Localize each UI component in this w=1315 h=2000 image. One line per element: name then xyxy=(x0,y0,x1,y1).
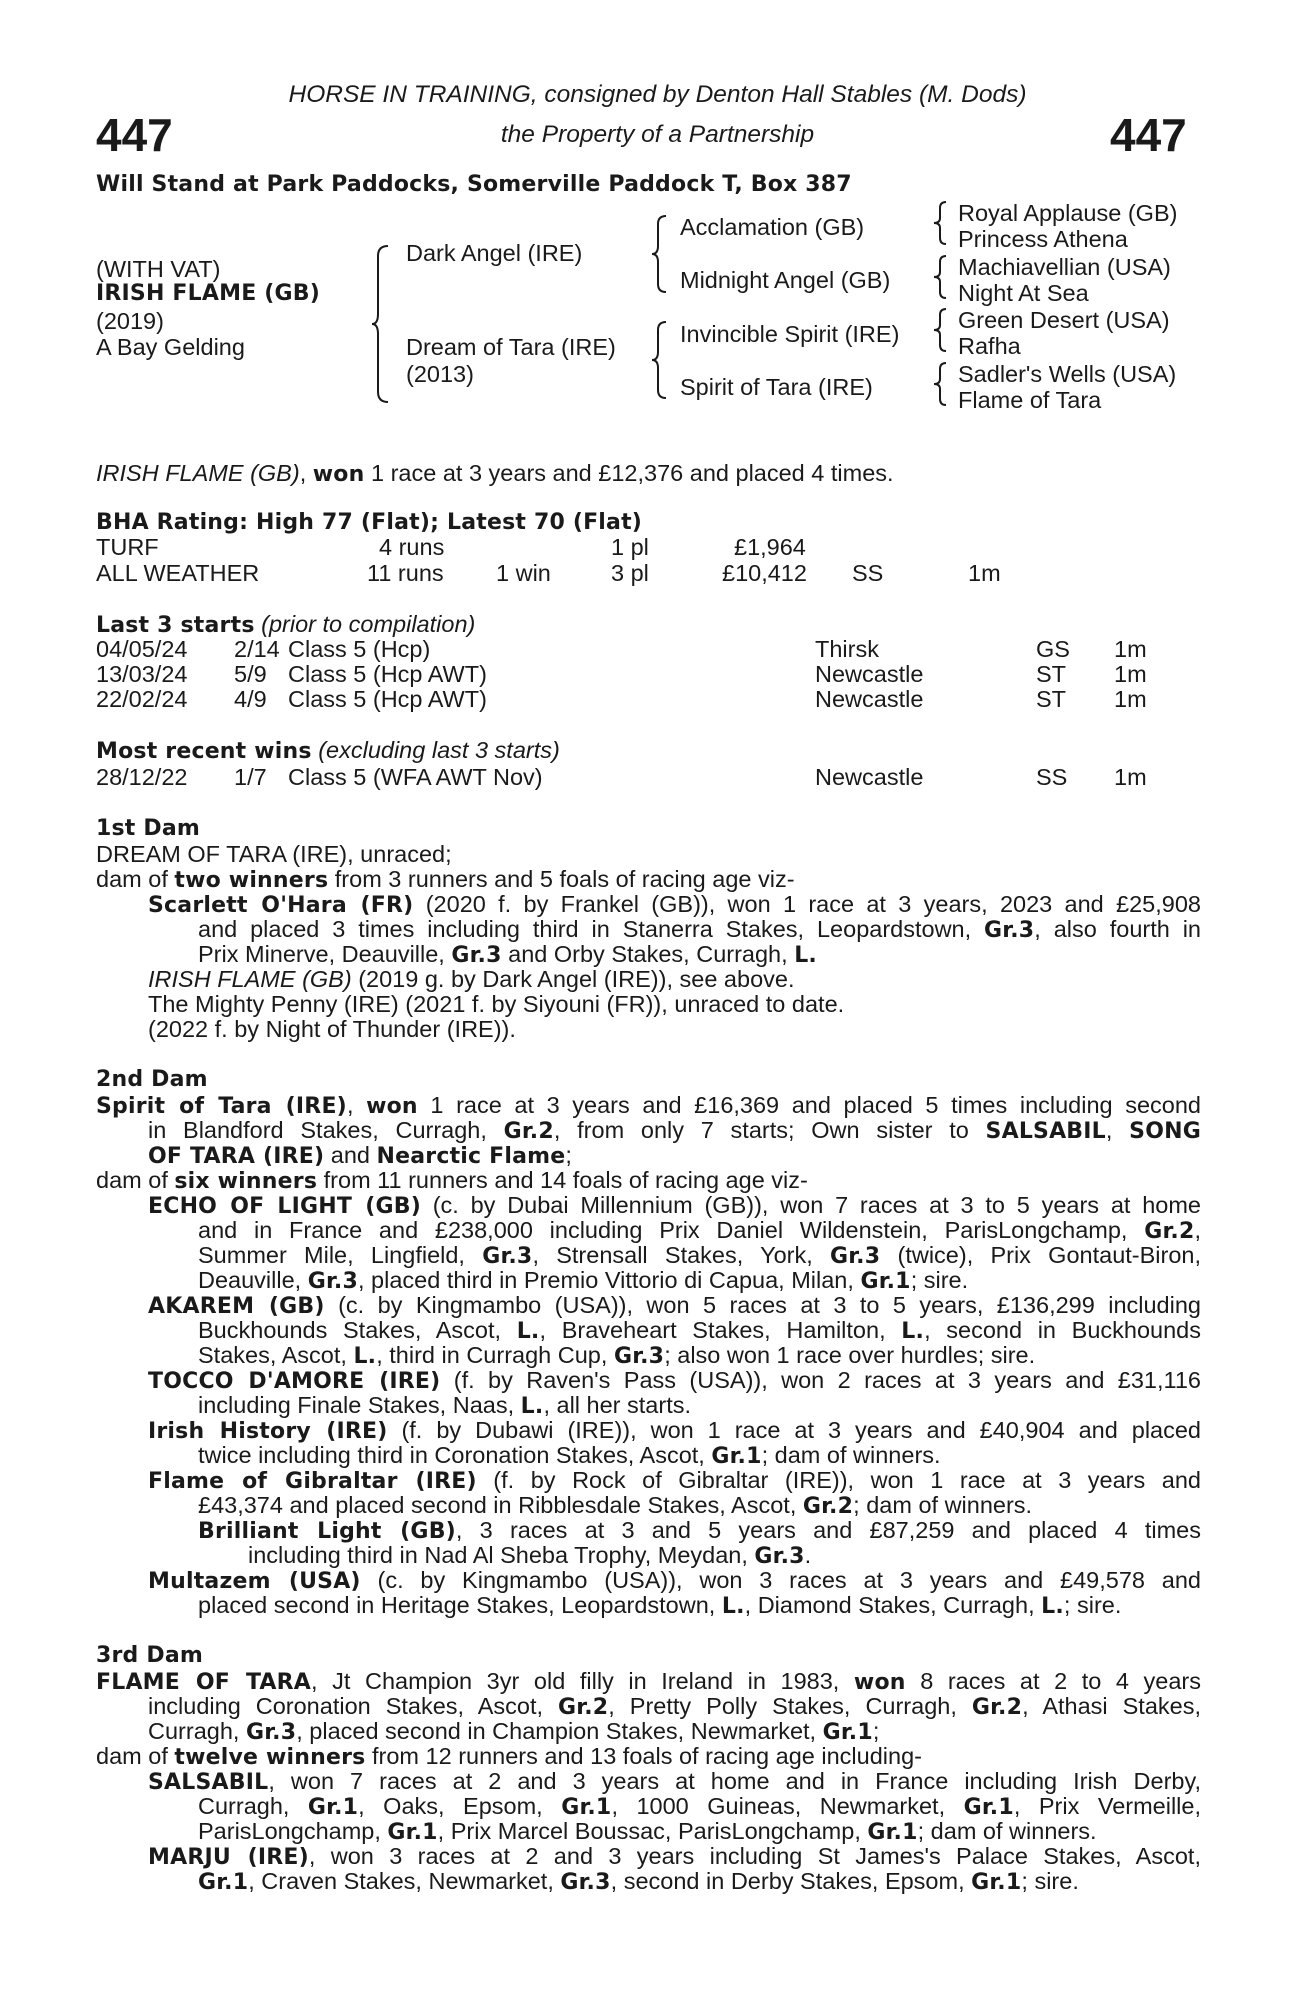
text: in Blandford Stakes, Curragh, xyxy=(148,1117,504,1143)
rating-surface: ALL WEATHER xyxy=(96,560,260,586)
text: including third in Nad Al Sheba Trophy, Meydan, xyxy=(248,1542,755,1568)
grade: L. xyxy=(520,1394,544,1419)
grade: L. xyxy=(721,1594,745,1619)
pedigree-sire-dam: Midnight Angel (GB) xyxy=(680,267,891,293)
start-course: Newcastle xyxy=(815,686,924,712)
grade: Gr.2 xyxy=(802,1494,854,1519)
second-dam-line xyxy=(148,1142,572,1170)
text: Prix Minerve, Deauville, xyxy=(198,941,452,967)
progeny-line xyxy=(148,1417,1201,1445)
text: including Finale Stakes, Naas, xyxy=(198,1392,521,1418)
text: ; xyxy=(872,1718,880,1744)
win-position: 1/7 xyxy=(234,764,267,790)
third-dam-title: 3rd Dam xyxy=(96,1643,203,1668)
progeny-name: ECHO OF LIGHT (GB) xyxy=(148,1194,421,1219)
start-distance: 1m xyxy=(1114,661,1147,687)
summary-separator: , xyxy=(299,460,307,486)
rating-surface: TURF xyxy=(96,534,159,560)
text: , won 7 races at 2 and 3 years at home and in France including Irish Derby, xyxy=(268,1768,1201,1794)
grade: Gr.3 xyxy=(830,1244,881,1269)
second-dam-line xyxy=(148,1117,1201,1145)
ownership-line: the Property of a Partnership xyxy=(500,121,815,148)
progeny-name: Brilliant Light (GB) xyxy=(198,1519,456,1544)
win-going: SS xyxy=(1036,764,1068,790)
text: Curragh, xyxy=(148,1718,246,1744)
pedigree-sire: Dark Angel (IRE) xyxy=(406,240,583,266)
text: from 12 runners and 13 foals of racing age including- xyxy=(365,1743,922,1769)
win-date: 28/12/22 xyxy=(96,764,188,790)
progeny-line xyxy=(148,1192,1201,1220)
text: , second in Derby Stakes, Epsom, xyxy=(610,1868,972,1894)
start-position: 4/9 xyxy=(234,686,267,712)
text: , Athasi Stakes, xyxy=(1022,1693,1201,1719)
rating-placed: 3 pl xyxy=(611,560,649,586)
text: ; dam of winners. xyxy=(917,1818,1097,1844)
text: dam of xyxy=(96,1167,175,1193)
win-course: Newcastle xyxy=(815,764,924,790)
text: , xyxy=(1194,1217,1201,1243)
progeny-line xyxy=(198,1442,941,1470)
text: (c. by Dubai Millennium (GB)), won 7 races at 3 to 5 years at home xyxy=(420,1192,1201,1218)
grade: Gr.1 xyxy=(860,1269,911,1294)
rating-wins: 1 win xyxy=(496,560,551,586)
grade: Gr.3 xyxy=(560,1870,611,1895)
text: , Diamond Stakes, Curragh, xyxy=(744,1592,1042,1618)
progeny-line xyxy=(198,1818,1097,1846)
start-going: ST xyxy=(1036,686,1067,712)
text: ; xyxy=(565,1142,572,1168)
rating-distance: 1m xyxy=(968,560,1001,586)
text: , Prix Marcel Boussac, ParisLongchamp, xyxy=(437,1818,868,1844)
text: , third in Curragh Cup, xyxy=(376,1342,614,1368)
third-dam-line xyxy=(96,1668,1201,1696)
text: . xyxy=(804,1542,812,1568)
grade: L. xyxy=(353,1344,377,1369)
text: , Jt Champion 3yr old filly in Ireland in 1983, xyxy=(311,1668,854,1694)
text: Stakes, Ascot, xyxy=(198,1342,354,1368)
text: and in France and £238,000 including Prix Daniel Wildenstein, ParisLongchamp, xyxy=(198,1217,1145,1243)
dam-name: FLAME OF TARA xyxy=(96,1670,312,1695)
pedigree-dd-sire: Sadler's Wells (USA) xyxy=(958,361,1177,387)
start-distance: 1m xyxy=(1114,636,1147,662)
text: , xyxy=(1105,1117,1130,1143)
first-dam-produce-line xyxy=(96,866,795,894)
text: , 1000 Guineas, Newmarket, xyxy=(611,1793,964,1819)
grade: L. xyxy=(1041,1594,1064,1619)
winners-count: twelve winners xyxy=(174,1745,366,1770)
first-dam-title: 1st Dam xyxy=(96,816,201,841)
won-label: won xyxy=(366,1094,418,1119)
grade: Gr.1 xyxy=(963,1795,1014,1820)
progeny-line xyxy=(248,1542,811,1570)
pedigree-sd-dam: Night At Sea xyxy=(958,280,1089,306)
text: , also fourth in xyxy=(1034,916,1201,942)
pedigree-sd-sire: Machiavellian (USA) xyxy=(958,254,1171,280)
race-summary xyxy=(96,460,894,488)
pedigree-dd-dam: Flame of Tara xyxy=(958,387,1102,413)
progeny-line xyxy=(148,1292,1201,1320)
text: ; sire. xyxy=(1021,1868,1079,1894)
vat-note: (WITH VAT) xyxy=(96,256,221,282)
progeny-name: TOCCO D'AMORE (IRE) xyxy=(148,1369,441,1394)
grade: Gr.1 xyxy=(387,1820,438,1845)
text: twice including third in Coronation Stakes, Ascot, xyxy=(198,1442,712,1468)
progeny-name: AKAREM (GB) xyxy=(148,1294,325,1319)
brace-dam xyxy=(650,320,670,400)
sibling-name: SONG xyxy=(1129,1119,1201,1144)
grade: Gr.3 xyxy=(245,1720,297,1745)
grade: Gr.1 xyxy=(711,1444,762,1469)
grade: Gr.3 xyxy=(754,1544,805,1569)
text: (f. by Raven's Pass (USA)), won 2 races at 3 years and £31,116 xyxy=(440,1367,1202,1393)
rating-runs: 4 runs xyxy=(379,534,445,560)
text: (2020 f. by Frankel (GB)), won 1 race at 3 years, 2023 and £25,908 xyxy=(413,891,1201,917)
text: , Strensall Stakes, York, xyxy=(532,1242,831,1268)
brace-sire xyxy=(650,214,670,294)
progeny-name: IRISH FLAME (GB) xyxy=(148,966,352,992)
grade: L. xyxy=(901,1319,925,1344)
progeny-line xyxy=(148,1567,1201,1595)
progeny-line xyxy=(148,891,1201,919)
text: , xyxy=(346,1092,367,1118)
start-date: 04/05/24 xyxy=(96,636,188,662)
text: ; also won 1 race over hurdles; sire. xyxy=(664,1342,1036,1368)
first-dam-line: DREAM OF TARA (IRE), unraced; xyxy=(96,841,452,867)
brace-sd xyxy=(932,254,950,300)
progeny-line xyxy=(148,1768,1201,1796)
rating-runs: 11 runs xyxy=(367,560,444,586)
brace-main xyxy=(370,244,394,404)
progeny-line xyxy=(198,1342,1035,1370)
grade: Gr.3 xyxy=(613,1344,665,1369)
grade: Gr.2 xyxy=(558,1695,609,1720)
text: 1 race at 3 years and £16,369 and placed 5 times including second xyxy=(417,1092,1201,1118)
text: , all her starts. xyxy=(543,1392,692,1418)
progeny-line xyxy=(148,1467,1201,1495)
progeny-name: Scarlett O'Hara (FR) xyxy=(148,893,414,918)
horse-name: IRISH FLAME (GB) xyxy=(96,281,321,306)
second-dam-produce-line xyxy=(96,1167,808,1195)
grade: Gr.2 xyxy=(503,1119,554,1144)
grade: L. xyxy=(516,1319,540,1344)
text: (twice), Prix Gontaut-Biron, xyxy=(880,1242,1202,1268)
brace-ds xyxy=(932,307,950,353)
text: 8 races at 2 to 4 years xyxy=(905,1668,1201,1694)
text: (c. by Kingmambo (USA)), won 3 races at 3 years and £49,578 and xyxy=(360,1567,1201,1593)
pedigree-dam-year: (2013) xyxy=(406,361,474,387)
grade: Gr.2 xyxy=(971,1695,1023,1720)
text: , Oaks, Epsom, xyxy=(358,1793,562,1819)
pedigree-dam-sire: Invincible Spirit (IRE) xyxy=(680,321,900,347)
text: , placed third in Premio Vittorio di Capua, Milan, xyxy=(357,1267,861,1293)
grade: Gr.1 xyxy=(307,1795,359,1820)
text: (c. by Kingmambo (USA)), won 5 races at 3 to 5 years, £136,299 including xyxy=(324,1292,1201,1318)
progeny-name: Flame of Gibraltar (IRE) xyxy=(148,1469,477,1494)
progeny-line xyxy=(198,1242,1201,1270)
grade: Gr.1 xyxy=(867,1820,918,1845)
sibling-name: Nearctic Flame xyxy=(376,1144,566,1169)
text: Deauville, xyxy=(198,1267,308,1293)
start-class: Class 5 (Hcp AWT) xyxy=(288,661,487,687)
text: and xyxy=(324,1142,377,1168)
brace-dd xyxy=(932,361,950,407)
start-date: 13/03/24 xyxy=(96,661,188,687)
brace-ss xyxy=(932,200,950,246)
text: and Orby Stakes, Curragh, xyxy=(501,941,795,967)
progeny-line xyxy=(198,1217,1201,1245)
text: placed second in Heritage Stakes, Leopardstown, xyxy=(198,1592,722,1618)
grade: Gr.3 xyxy=(482,1244,533,1269)
progeny-line xyxy=(148,966,795,992)
text: (2019 g. by Dark Angel (IRE)), see above. xyxy=(351,966,795,992)
win-distance: 1m xyxy=(1114,764,1147,790)
text: , second in Buckhounds xyxy=(924,1317,1201,1343)
second-dam-title: 2nd Dam xyxy=(96,1067,208,1092)
sibling-name: OF TARA (IRE) xyxy=(148,1144,325,1169)
dam-name: Spirit of Tara (IRE) xyxy=(96,1094,347,1119)
consignor-line: HORSE IN TRAINING, consigned by Denton Hall Stables (M. Dods) xyxy=(288,81,1027,108)
win-class: Class 5 (WFA AWT Nov) xyxy=(288,764,543,790)
grade: Gr.3 xyxy=(307,1269,358,1294)
text: , from only 7 starts; Own sister to xyxy=(553,1117,986,1143)
horse-description: A Bay Gelding xyxy=(96,334,245,360)
pedigree-dam: Dream of Tara (IRE) xyxy=(406,334,616,360)
text: Summer Mile, Lingfield, xyxy=(198,1242,483,1268)
progeny-line xyxy=(198,941,817,969)
rating-placed: 1 pl xyxy=(611,534,649,560)
text: ParisLongchamp, xyxy=(198,1818,388,1844)
text: , 3 races at 3 and 5 years and £87,259 and placed 4 times xyxy=(455,1517,1201,1543)
grade: Gr.1 xyxy=(561,1795,612,1820)
start-date: 22/02/24 xyxy=(96,686,188,712)
text: (f. by Dubawi (IRE)), won 1 race at 3 years and £40,904 and placed xyxy=(387,1417,1201,1443)
text: ; dam of winners. xyxy=(761,1442,941,1468)
rating-prize: £10,412 xyxy=(722,560,807,586)
text: , Pretty Polly Stakes, Curragh, xyxy=(608,1693,972,1719)
text: , Craven Stakes, Newmarket, xyxy=(248,1868,561,1894)
recent-wins-note: (excluding last 3 starts) xyxy=(318,737,560,763)
progeny-name: MARJU (IRE) xyxy=(148,1845,309,1870)
progeny-name: Irish History (IRE) xyxy=(148,1419,388,1444)
pedigree-ds-dam: Rafha xyxy=(958,333,1021,359)
grade: Gr.3 xyxy=(451,943,502,968)
start-going: GS xyxy=(1036,636,1070,662)
text: (f. by Rock of Gibraltar (IRE)), won 1 race at 3 years and xyxy=(476,1467,1201,1493)
progeny-line xyxy=(198,1592,1121,1620)
text: Curragh, xyxy=(198,1793,308,1819)
grade: L. xyxy=(794,943,817,968)
start-going: ST xyxy=(1036,661,1067,687)
progeny-line xyxy=(148,1843,1201,1871)
text: Buckhounds Stakes, Ascot, xyxy=(198,1317,517,1343)
progeny-line xyxy=(198,1267,968,1295)
grade: Gr.3 xyxy=(984,918,1035,943)
progeny-name: Multazem (USA) xyxy=(148,1569,361,1594)
progeny-line xyxy=(198,916,1201,944)
summary-horse-name: IRISH FLAME (GB) xyxy=(96,460,300,486)
text: dam of xyxy=(96,866,175,892)
recent-wins-heading xyxy=(96,737,560,765)
lot-number-right: 447 xyxy=(1110,109,1187,161)
text: ; sire. xyxy=(910,1267,969,1293)
winners-count: two winners xyxy=(174,868,329,893)
lot-number-left: 447 xyxy=(96,109,173,161)
pedigree-ss-dam: Princess Athena xyxy=(958,226,1128,252)
last3-heading xyxy=(96,611,475,639)
last3-title: Last 3 starts xyxy=(96,613,255,638)
pedigree-ds-sire: Green Desert (USA) xyxy=(958,307,1170,333)
summary-text: 1 race at 3 years and £12,376 and placed 4 times. xyxy=(370,460,894,486)
text: , Braveheart Stakes, Hamilton, xyxy=(539,1317,902,1343)
text: ; sire. xyxy=(1063,1592,1122,1618)
third-dam-produce-line xyxy=(96,1743,922,1771)
text: from 3 runners and 5 foals of racing age viz- xyxy=(328,866,795,892)
text: from 11 runners and 14 foals of racing age viz- xyxy=(317,1167,808,1193)
progeny-line xyxy=(198,1392,691,1420)
progeny-name: SALSABIL xyxy=(148,1770,269,1795)
start-class: Class 5 (Hcp AWT) xyxy=(288,686,487,712)
grade: Gr.1 xyxy=(971,1870,1022,1895)
third-dam-line xyxy=(148,1693,1201,1721)
last3-note: (prior to compilation) xyxy=(261,611,476,637)
text: , placed second in Champion Stakes, Newmarket, xyxy=(296,1718,823,1744)
rating-title: BHA Rating: High 77 (Flat); Latest 70 (Flat) xyxy=(96,510,643,535)
grade: Gr.1 xyxy=(822,1720,873,1745)
progeny-line: The Mighty Penny (IRE) (2021 f. by Siyouni (FR)), unraced to date. xyxy=(148,991,845,1017)
grade: Gr.2 xyxy=(1144,1219,1195,1244)
start-distance: 1m xyxy=(1114,686,1147,712)
sibling-name: SALSABIL xyxy=(985,1119,1106,1144)
winners-count: six winners xyxy=(174,1169,318,1194)
progeny-line xyxy=(198,1517,1201,1545)
text: including Coronation Stakes, Ascot, xyxy=(148,1693,559,1719)
recent-wins-title: Most recent wins xyxy=(96,739,312,764)
rating-going: SS xyxy=(852,560,884,586)
rating-prize: £1,964 xyxy=(734,534,806,560)
text: ; dam of winners. xyxy=(853,1492,1033,1518)
progeny-line xyxy=(148,1367,1201,1395)
pedigree-sire-sire: Acclamation (GB) xyxy=(680,214,865,240)
text: dam of xyxy=(96,1743,175,1769)
text: £43,374 and placed second in Ribblesdale Stakes, Ascot, xyxy=(198,1492,803,1518)
progeny-line: (2022 f. by Night of Thunder (IRE)). xyxy=(148,1016,516,1042)
start-position: 2/14 xyxy=(234,636,280,662)
text: , won 3 races at 2 and 3 years including St James's Palace Stakes, Ascot, xyxy=(308,1843,1201,1869)
start-class: Class 5 (Hcp) xyxy=(288,636,431,662)
summary-won: won xyxy=(312,462,365,487)
progeny-line xyxy=(198,1317,1201,1345)
text: , Prix Vermeille, xyxy=(1013,1793,1202,1819)
horse-year: (2019) xyxy=(96,308,164,334)
pedigree-dam-dam: Spirit of Tara (IRE) xyxy=(680,374,873,400)
won-label: won xyxy=(853,1670,906,1695)
third-dam-line xyxy=(148,1718,879,1746)
pedigree-ss-sire: Royal Applause (GB) xyxy=(958,200,1178,226)
grade: Gr.1 xyxy=(198,1870,249,1895)
progeny-line xyxy=(198,1492,1032,1520)
start-position: 5/9 xyxy=(234,661,267,687)
stable-location: Will Stand at Park Paddocks, Somerville Paddock T, Box 387 xyxy=(96,172,852,197)
start-course: Newcastle xyxy=(815,661,924,687)
progeny-line xyxy=(198,1793,1201,1821)
start-course: Thirsk xyxy=(815,636,879,662)
second-dam-line xyxy=(96,1092,1201,1120)
progeny-line xyxy=(198,1868,1079,1896)
text: and placed 3 times including third in Stanerra Stakes, Leopardstown, xyxy=(198,916,985,942)
